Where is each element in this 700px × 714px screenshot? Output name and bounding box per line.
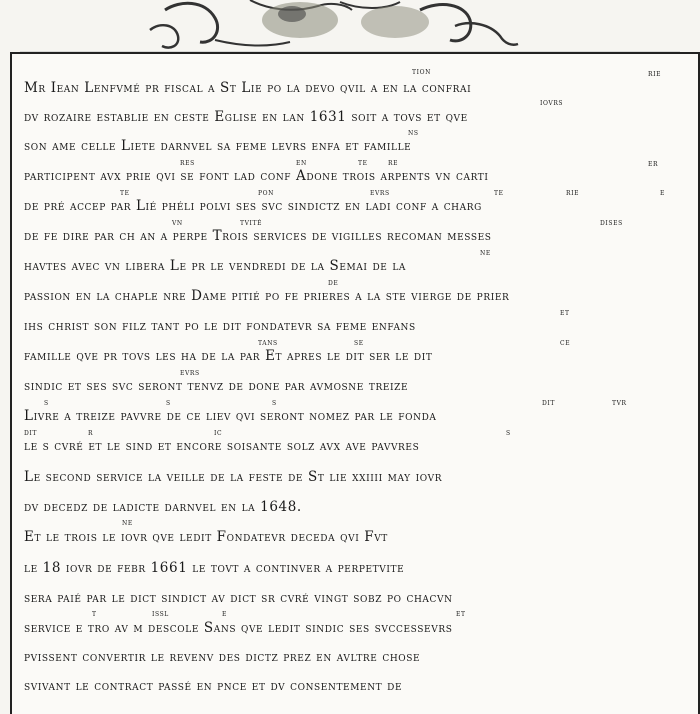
superscript-abbrev: dit <box>24 428 37 438</box>
superscript-abbrev: dit <box>542 398 555 408</box>
superscript-abbrev: evrs <box>180 368 200 378</box>
superscript-abbrev: ce <box>560 338 571 348</box>
inscription-line: service e tro av m descole Sans qve ledit sindic ses svccessevrs <box>24 620 453 636</box>
superscript-abbrev: tion <box>412 67 431 77</box>
inscription-line: Et le trois le iovr qve ledit Fondatevr deceda qvi Fvt <box>24 529 388 545</box>
inscription-line: ihs christ son filz tant po le dit fondatevr sa feme enfans <box>24 318 416 334</box>
inscription-line: Le second service la veille de la feste de St lie xxiiii may iovr <box>24 469 443 485</box>
inscription-line: Mr Iean Lenfvmé pr fiscal a St Lie po la devo qvil a en la confrai <box>24 80 472 96</box>
superscript-abbrev: rie <box>648 69 662 79</box>
inscription-line: sera paié par le dict sindict av dict sr cvré vingt sobz po chacvn <box>24 590 453 606</box>
superscript-abbrev: res <box>180 158 195 168</box>
superscript-abbrev: ne <box>480 248 491 258</box>
superscript-abbrev: e <box>222 609 227 619</box>
superscript-abbrev: ic <box>214 428 223 438</box>
inscription-line: famille qve pr tovs les ha de la par Et apres le dit ser le dit <box>24 348 433 364</box>
inscription-line: havtes avec vn libera Le pr le vendredi de la Semai de la <box>24 258 407 274</box>
superscript-abbrev: rie <box>566 188 580 198</box>
superscript-abbrev: s <box>272 398 277 408</box>
top-ornament <box>0 0 700 52</box>
superscript-abbrev: se <box>354 338 364 348</box>
superscript-abbrev: evrs <box>370 188 390 198</box>
superscript-abbrev: tvr <box>612 398 627 408</box>
superscript-abbrev: iovrs <box>540 98 564 108</box>
superscript-abbrev: s <box>44 398 49 408</box>
inscription-line: de pré accep par Lié phéli polvi ses svc sindictz en ladi conf a charg <box>24 198 482 214</box>
superscript-abbrev: pon <box>258 188 275 198</box>
superscript-abbrev: et <box>456 609 466 619</box>
superscript-abbrev: te <box>120 188 130 198</box>
superscript-abbrev: re <box>388 158 399 168</box>
inscription-line: svivant le contract passé en pnce et dv consentement de <box>24 678 403 694</box>
superscript-abbrev: dises <box>600 218 623 228</box>
inscription-line: dv rozaire establie en ceste Eglise en lan 1631 soit a tovs et qve <box>24 109 468 125</box>
superscript-abbrev: s <box>506 428 511 438</box>
inscription-line: Livre a treize pavvre de ce liev qvi seront nomez par le fonda <box>24 408 437 424</box>
superscript-abbrev: te <box>358 158 368 168</box>
inscription-line: sindic et ses svc seront tenvz de done par avmosne treize <box>24 378 409 394</box>
superscript-abbrev: er <box>648 159 659 169</box>
inscription-line: dv decedz de ladicte darnvel en la 1648. <box>24 499 302 515</box>
superscript-abbrev: s <box>166 398 171 408</box>
superscript-abbrev: te <box>494 188 504 198</box>
inscription-line: de fe dire par ch an a perpe Trois services de vigilles recoman messes <box>24 228 492 244</box>
superscript-abbrev: en <box>296 158 307 168</box>
superscript-abbrev: r <box>88 428 94 438</box>
superscript-abbrev: t <box>92 609 97 619</box>
inscription-line: pvissent convertir le revenv des dictz prez en avltre chose <box>24 649 421 665</box>
superscript-abbrev: issl <box>152 609 169 619</box>
inscription-line: son ame celle Liete darnvel sa feme levrs enfa et famille <box>24 138 412 154</box>
superscript-abbrev: tans <box>258 338 278 348</box>
inscription-line: le 18 iovr de febr 1661 le tovt a continver a perpetvite <box>24 560 405 576</box>
superscript-abbrev: et <box>560 308 570 318</box>
inscription-line: participent avx prie qvi se font lad conf Adone trois arpents vn carti <box>24 168 489 184</box>
superscript-abbrev: ns <box>408 128 419 138</box>
superscript-abbrev: e <box>660 188 665 198</box>
superscript-abbrev: tvité <box>240 218 263 228</box>
superscript-abbrev: de <box>328 278 339 288</box>
inscription-line: le s cvré et le sind et encore soisante solz avx ave pavvres <box>24 438 420 454</box>
superscript-abbrev: vn <box>172 218 183 228</box>
inscription-line: passion en la chaple nre Dame pitié po fe prieres a la ste vierge de prier <box>24 288 510 304</box>
superscript-abbrev: ne <box>122 518 133 528</box>
